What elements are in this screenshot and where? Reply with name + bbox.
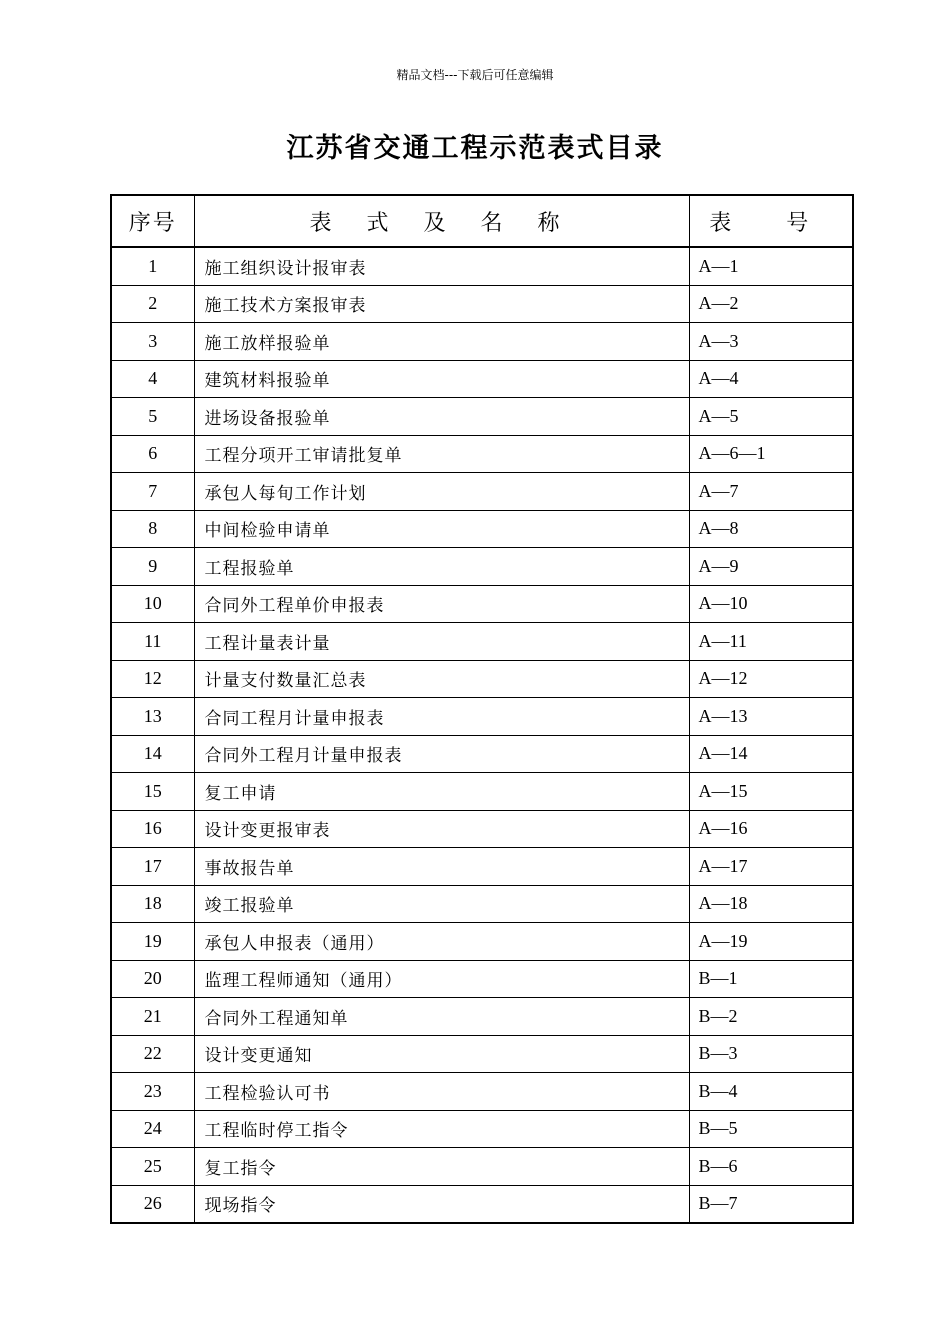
form-code: A—8 [689, 510, 853, 548]
form-code: B—3 [689, 1035, 853, 1073]
form-name: 合同工程月计量申报表 [194, 698, 689, 736]
row-number: 18 [111, 885, 194, 923]
row-number: 22 [111, 1035, 194, 1073]
row-number: 4 [111, 360, 194, 398]
row-number: 6 [111, 435, 194, 473]
column-header-name: 表 式 及 名 称 [194, 195, 689, 247]
form-name: 设计变更报审表 [194, 810, 689, 848]
form-code: B—4 [689, 1073, 853, 1111]
header-note: 精品文档---下载后可任意编辑 [396, 68, 554, 82]
form-name: 工程分项开工审请批复单 [194, 435, 689, 473]
form-name: 事故报告单 [194, 848, 689, 886]
form-code: A—9 [689, 548, 853, 586]
form-name: 合同外工程通知单 [194, 998, 689, 1036]
form-code: B—2 [689, 998, 853, 1036]
table-row [111, 1148, 853, 1186]
table-row [111, 660, 853, 698]
form-code: A—17 [689, 848, 853, 886]
table-row [111, 285, 853, 323]
row-number: 17 [111, 848, 194, 886]
form-code: A—5 [689, 398, 853, 436]
form-code: A—18 [689, 885, 853, 923]
table-row [111, 398, 853, 436]
row-number: 12 [111, 660, 194, 698]
form-name: 工程临时停工指令 [194, 1110, 689, 1148]
row-number: 21 [111, 998, 194, 1036]
row-number: 7 [111, 473, 194, 511]
form-name: 施工技术方案报审表 [194, 285, 689, 323]
form-name: 现场指令 [194, 1185, 689, 1223]
form-name: 监理工程师通知（通用） [194, 960, 689, 998]
table-body [111, 247, 853, 1223]
form-code: A—7 [689, 473, 853, 511]
form-code: A—6—1 [689, 435, 853, 473]
table-row [111, 623, 853, 661]
form-name: 中间检验申请单 [194, 510, 689, 548]
row-number: 8 [111, 510, 194, 548]
table-row [111, 510, 853, 548]
table-row [111, 473, 853, 511]
form-name: 工程检验认可书 [194, 1073, 689, 1111]
row-number: 5 [111, 398, 194, 436]
page-title: 江苏省交通工程示范表式目录 [286, 133, 664, 164]
form-code: A—4 [689, 360, 853, 398]
form-name: 合同外工程单价申报表 [194, 585, 689, 623]
form-name: 承包人每旬工作计划 [194, 473, 689, 511]
row-number: 2 [111, 285, 194, 323]
form-name: 施工放样报验单 [194, 323, 689, 361]
table-row [111, 323, 853, 361]
form-code: A—16 [689, 810, 853, 848]
table-row [111, 848, 853, 886]
form-code: B—5 [689, 1110, 853, 1148]
row-number: 24 [111, 1110, 194, 1148]
form-name: 进场设备报验单 [194, 398, 689, 436]
column-header-code: 表 号 [689, 195, 853, 247]
table-row [111, 885, 853, 923]
table-row [111, 360, 853, 398]
form-code: A—11 [689, 623, 853, 661]
table-row [111, 1073, 853, 1111]
row-number: 3 [111, 323, 194, 361]
row-number: 10 [111, 585, 194, 623]
row-number: 14 [111, 735, 194, 773]
table-row [111, 773, 853, 811]
row-number: 26 [111, 1185, 194, 1223]
form-name: 工程计量表计量 [194, 623, 689, 661]
form-name: 施工组织设计报审表 [194, 247, 689, 285]
row-number: 13 [111, 698, 194, 736]
table-row [111, 998, 853, 1036]
row-number: 11 [111, 623, 194, 661]
form-code: A—1 [689, 247, 853, 285]
form-code: A—12 [689, 660, 853, 698]
form-name: 计量支付数量汇总表 [194, 660, 689, 698]
table-row [111, 810, 853, 848]
form-code: A—10 [689, 585, 853, 623]
form-name: 复工指令 [194, 1148, 689, 1186]
table-row [111, 585, 853, 623]
row-number: 15 [111, 773, 194, 811]
table-row [111, 735, 853, 773]
row-number: 20 [111, 960, 194, 998]
form-code: B—6 [689, 1148, 853, 1186]
table-header-row [111, 195, 853, 247]
table-row [111, 923, 853, 961]
column-header-no: 序号 [111, 195, 194, 247]
table-row [111, 435, 853, 473]
table-row [111, 960, 853, 998]
row-number: 1 [111, 247, 194, 285]
form-code: A—14 [689, 735, 853, 773]
form-code: A—15 [689, 773, 853, 811]
form-code: A—13 [689, 698, 853, 736]
row-number: 25 [111, 1148, 194, 1186]
table-row [111, 698, 853, 736]
form-name: 复工申请 [194, 773, 689, 811]
row-number: 9 [111, 548, 194, 586]
row-number: 19 [111, 923, 194, 961]
form-name: 竣工报验单 [194, 885, 689, 923]
form-code: A—3 [689, 323, 853, 361]
form-name: 设计变更通知 [194, 1035, 689, 1073]
form-name: 合同外工程月计量申报表 [194, 735, 689, 773]
table-row [111, 548, 853, 586]
row-number: 23 [111, 1073, 194, 1111]
form-name: 工程报验单 [194, 548, 689, 586]
form-code: B—7 [689, 1185, 853, 1223]
table-row [111, 1185, 853, 1223]
row-number: 16 [111, 810, 194, 848]
form-code: A—19 [689, 923, 853, 961]
form-code: B—1 [689, 960, 853, 998]
form-name: 承包人申报表（通用） [194, 923, 689, 961]
table-row [111, 1110, 853, 1148]
catalog-table [110, 194, 854, 1224]
table-row [111, 1035, 853, 1073]
form-name: 建筑材料报验单 [194, 360, 689, 398]
table-row [111, 247, 853, 285]
form-code: A—2 [689, 285, 853, 323]
